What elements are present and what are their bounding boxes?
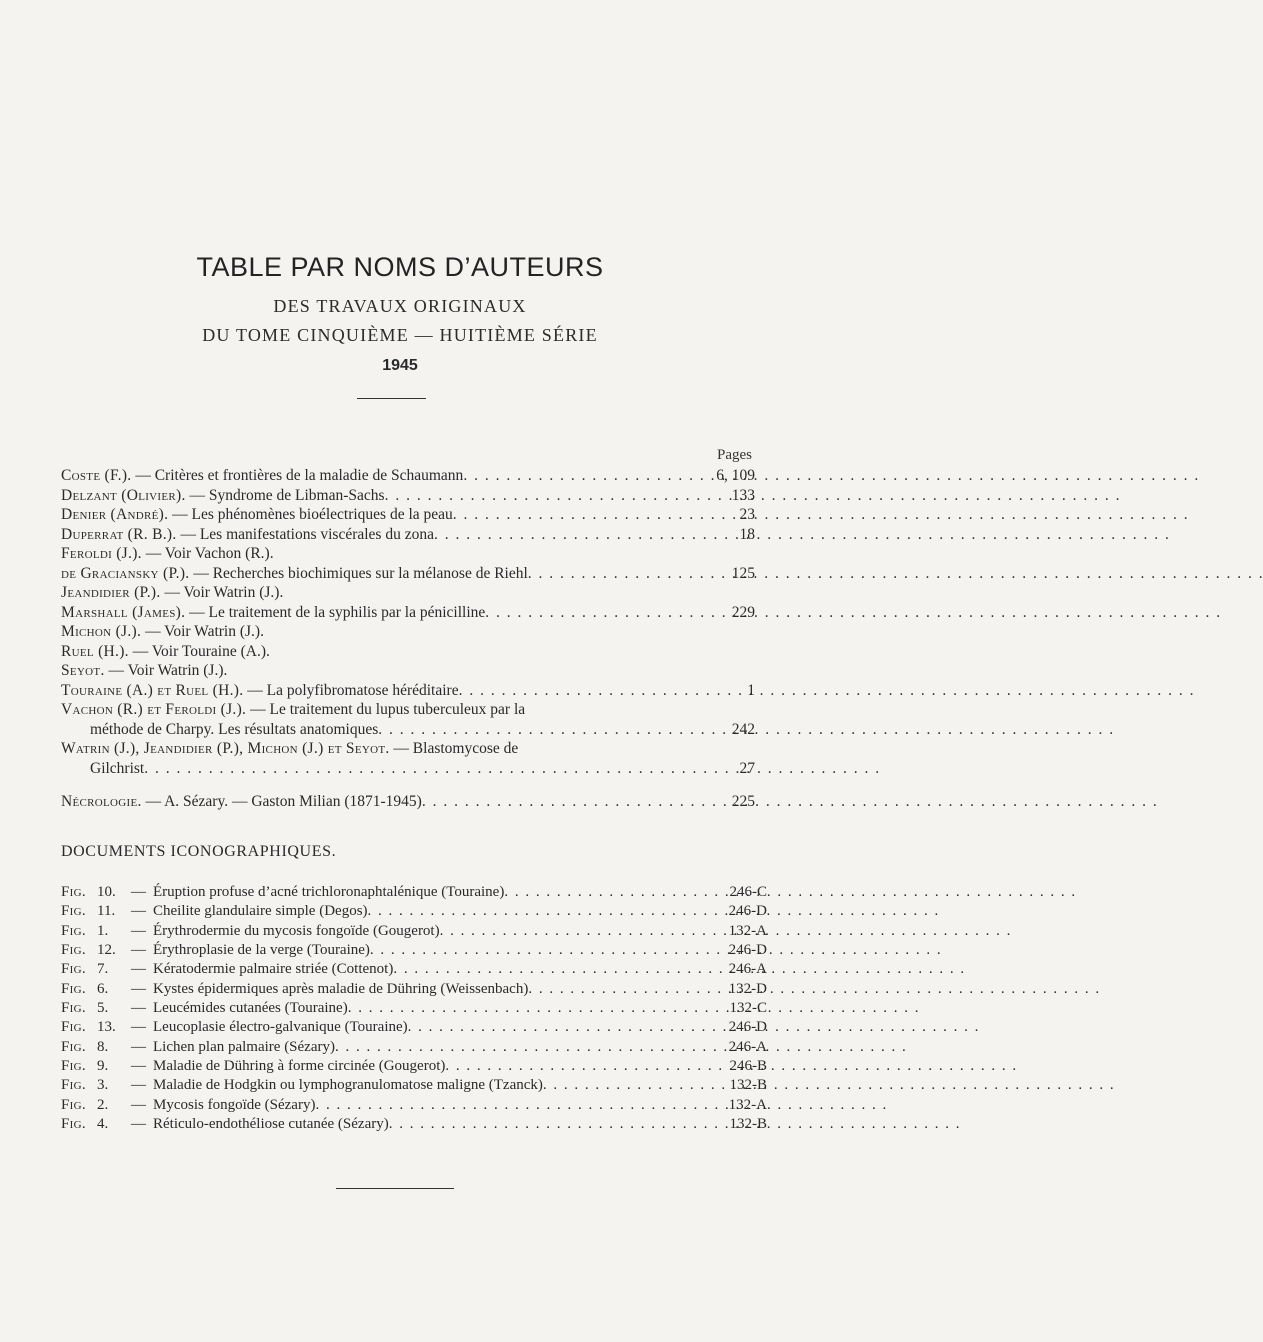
figure-dash: — [131, 1077, 146, 1094]
figure-number: 4. [97, 1116, 109, 1133]
figure-caption: Kystes épidermiques après maladie de Dühring (Weissenbach) [153, 980, 529, 997]
necrology-entry [61, 793, 755, 811]
entry-author: Vachon (R.) et Feroldi (J.). [61, 701, 247, 718]
index-entry [61, 583, 755, 603]
entry-title: — Recherches biochimiques sur la mélanose de Riehl [189, 564, 528, 582]
entry-author: Duperrat (R. B.). [61, 525, 177, 543]
entry-author: Seyot. [61, 662, 105, 679]
figure-caption: Érythroplasie de la verge (Touraine) [153, 942, 370, 959]
figure-label: Fig. [61, 980, 86, 997]
entry-title-continued: méthode de Charpy. Les résultats anatomiques [90, 720, 379, 738]
figure-label: Fig. [61, 942, 86, 959]
entry-page: 242 [731, 720, 755, 738]
figure-entry [61, 1076, 767, 1095]
figure-page: 246-C [729, 884, 767, 900]
entry-page: 18 [739, 525, 755, 543]
dot-leader [335, 1038, 709, 1057]
pages-column-label: Pages [717, 447, 752, 463]
figure-label: Fig. [61, 1038, 86, 1055]
dot-leader [422, 793, 721, 811]
dot-leader [440, 922, 709, 941]
entry-author: Touraine (A.) et Ruel (H.). [61, 681, 244, 699]
subtitle-works: DES TRAVAUX ORIGINAUX [273, 296, 527, 316]
figure-entry [61, 1038, 767, 1057]
figure-dash: — [131, 1000, 146, 1017]
figure-label: Fig. [61, 1000, 86, 1017]
figure-number: 2. [97, 1096, 109, 1113]
entry-author: Denier (André). [61, 506, 169, 523]
subtitle-volume: DU TOME CINQUIÈME — HUITIÈME SÉRIE [202, 325, 598, 345]
figure-label: Fig. [61, 1019, 86, 1036]
index-entry [61, 486, 755, 506]
figure-dash: — [131, 961, 146, 978]
figure-entry [61, 980, 767, 999]
dot-leader [485, 603, 721, 623]
year: 1945 [382, 357, 418, 374]
figure-page: 246-B [729, 1058, 767, 1075]
dot-leader [144, 759, 721, 779]
figure-entry [61, 1018, 767, 1037]
entry-author: Michon (J.). [61, 623, 142, 640]
dot-leader [389, 1115, 709, 1134]
figure-number: 11. [97, 903, 116, 920]
figure-number: 1. [97, 922, 109, 939]
dot-leader [463, 466, 716, 486]
figure-label: Fig. [61, 884, 86, 900]
figure-caption: Maladie de Hodgkin ou lymphogranulomatose maligne (Tzanck) [153, 1077, 543, 1094]
figure-page: 132-B [729, 1077, 767, 1094]
entry-author: Delzant (Olivier). [61, 486, 186, 504]
entry-title: — Le traitement de la syphilis par la pénicilline [185, 603, 486, 621]
index-entry [61, 642, 755, 662]
index-entry [61, 622, 755, 642]
figure-dash: — [131, 1116, 146, 1133]
figure-page: 132-B [729, 1116, 767, 1133]
figure-caption: Cheilite glandulaire simple (Degos) [153, 903, 368, 920]
figure-entry [61, 1057, 767, 1076]
figure-caption: Kératodermie palmaire striée (Cottenot) [153, 961, 394, 978]
figure-entry [61, 883, 767, 902]
page-title: TABLE PAR NOMS D’AUTEURS [196, 252, 604, 282]
figure-caption: Lichen plan palmaire (Sézary) [153, 1038, 335, 1055]
index-entry [61, 603, 755, 623]
bottom-divider [336, 1188, 454, 1189]
entry-page: 133 [731, 486, 755, 504]
figure-page: 132-D [728, 980, 767, 997]
figure-number: 13. [97, 1019, 116, 1036]
entry-page: 1 [747, 681, 755, 699]
figure-dash: — [131, 884, 146, 900]
index-entry [61, 739, 755, 778]
figure-caption: Leucoplasie électro-galvanique (Touraine) [153, 1019, 408, 1036]
dot-leader [385, 486, 721, 506]
entry-title: — Le traitement du lupus tuberculeux par la [246, 701, 526, 718]
necrology-page: 225 [731, 793, 755, 810]
figure-label: Fig. [61, 1096, 86, 1113]
index-entry [61, 466, 755, 486]
figure-caption: Érythrodermie du mycosis fongoïde (Gougerot) [153, 922, 440, 939]
figure-label: Fig. [61, 903, 86, 920]
figure-entry [61, 902, 767, 921]
figure-page: 246-A [728, 961, 767, 978]
figure-dash: — [131, 922, 146, 939]
figure-page: 132-A [728, 1096, 767, 1113]
figure-page: 246-D [728, 903, 767, 920]
necrology-label: Nécrologie. [61, 793, 142, 810]
figure-caption: Mycosis fongoïde (Sézary) [153, 1096, 316, 1113]
figure-label: Fig. [61, 1077, 86, 1094]
dot-leader [368, 902, 709, 921]
figure-label: Fig. [61, 1116, 86, 1133]
dot-leader [504, 883, 709, 902]
dot-leader [434, 525, 721, 545]
index-entry [61, 681, 755, 701]
figure-entry [61, 960, 767, 979]
figures-list [61, 883, 767, 1134]
dot-leader [445, 1057, 709, 1076]
entry-title: — La polyfibromatose héréditaire [243, 681, 459, 699]
index-entry [61, 564, 755, 584]
figure-number: 8. [97, 1038, 109, 1055]
entry-page: 6, 109 [716, 467, 755, 484]
figure-number: 12. [97, 942, 116, 959]
documents-heading: DOCUMENTS ICONOGRAPHIQUES. [61, 843, 337, 860]
dot-leader [370, 941, 709, 960]
figure-entry [61, 941, 767, 960]
entry-page: 125 [731, 564, 755, 582]
dot-leader [393, 960, 709, 979]
figure-caption: Éruption profuse d’acné trichloronaphtalénique (Touraine) [153, 884, 505, 900]
dot-leader [378, 720, 721, 740]
figure-dash: — [131, 942, 146, 959]
entry-author: de Graciansky (P.). [61, 564, 190, 582]
entry-page: 27 [739, 759, 755, 777]
figure-dash: — [131, 980, 146, 997]
entry-author: Coste (F.). [61, 467, 132, 484]
figure-label: Fig. [61, 1058, 86, 1075]
dot-leader [528, 980, 709, 999]
author-index-list [61, 466, 755, 778]
figure-dash: — [131, 903, 146, 920]
figure-dash: — [131, 1096, 146, 1113]
dot-leader [543, 1076, 709, 1095]
entry-author: Marshall (James). [61, 603, 186, 621]
index-entry [61, 544, 755, 564]
necrology-text: — A. Sézary. — Gaston Milian (1871-1945) [141, 793, 422, 810]
figure-label: Fig. [61, 961, 86, 978]
figure-number: 9. [97, 1058, 109, 1075]
figure-number: 3. [97, 1077, 109, 1094]
entry-title: — Les manifestations viscérales du zona [176, 525, 434, 543]
figure-entry [61, 922, 767, 941]
dot-leader [453, 505, 721, 525]
entry-title: — Critères et frontières de la maladie de Schaumann [131, 467, 464, 484]
figure-caption: Réticulo-endothéliose cutanée (Sézary) [153, 1116, 389, 1133]
entry-title: — Voir Watrin (J.). [141, 623, 264, 640]
entry-author: Feroldi (J.). [61, 545, 142, 562]
top-divider [357, 398, 426, 399]
figure-page: 246-A [728, 1038, 767, 1055]
entry-author: Ruel (H.). [61, 642, 129, 660]
entry-title: — Blastomycose de [389, 740, 519, 757]
figure-page: 246-D [728, 942, 767, 959]
entry-title: — Voir Touraine (A.). [128, 642, 270, 660]
figure-dash: — [131, 1058, 146, 1075]
figure-label: Fig. [61, 922, 86, 939]
entry-title: — Les phénomènes bioélectriques de la peau [168, 506, 453, 523]
figure-number: 5. [97, 1000, 109, 1017]
entry-title-continued: Gilchrist [90, 759, 145, 777]
figure-dash: — [131, 1038, 146, 1055]
index-entry [61, 661, 755, 681]
figure-number: 10. [97, 884, 116, 900]
figure-dash: — [131, 1019, 146, 1036]
dot-leader [348, 999, 709, 1018]
entry-title: — Syndrome de Libman-Sachs [185, 486, 385, 504]
dot-leader [459, 681, 721, 701]
dot-leader [408, 1018, 709, 1037]
figure-number: 6. [97, 980, 109, 997]
index-entry [61, 700, 755, 739]
figure-entry [61, 1096, 767, 1115]
figure-page: 132-A [728, 922, 767, 939]
figure-page: 246-D [728, 1019, 767, 1036]
entry-page: 229 [731, 603, 755, 621]
entry-page: 23 [739, 506, 755, 523]
index-entry [61, 525, 755, 545]
dot-leader [528, 564, 721, 584]
figure-entry [61, 1115, 767, 1134]
entry-title: — Voir Vachon (R.). [141, 545, 274, 562]
figure-caption: Leucémides cutanées (Touraine) [153, 1000, 348, 1017]
entry-title: — Voir Watrin (J.). [104, 662, 228, 679]
dot-leader [315, 1096, 709, 1115]
figure-caption: Maladie de Dühring à forme circinée (Gougerot) [153, 1058, 446, 1075]
index-entry [61, 505, 755, 525]
entry-author: Watrin (J.), Jeandidier (P.), Michon (J.) et Seyot. [61, 740, 390, 757]
entry-title: — Voir Watrin (J.). [160, 584, 284, 601]
entry-author: Jeandidier (P.). [61, 584, 161, 601]
figure-entry [61, 999, 767, 1018]
figure-number: 7. [97, 961, 109, 978]
figure-page: 132-C [729, 1000, 767, 1017]
